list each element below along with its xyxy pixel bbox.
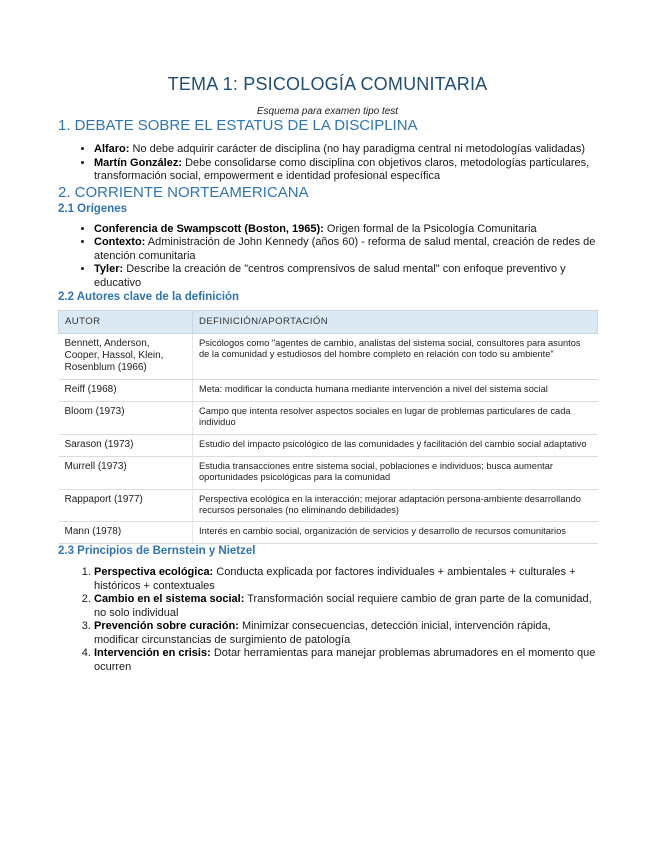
list-item [94,263,597,290]
list-item [94,593,597,620]
list-item [94,143,597,157]
document-subtitle: Esquema para examen tipo test [256,106,399,117]
table-row [59,334,598,380]
item-term: Prevención sobre curación: [94,620,239,633]
section-1-list [58,143,597,184]
item-text: Origen formal de la Psicología Comunitaria [323,222,537,235]
subsection-2-3-list [58,566,597,674]
table-row [59,380,598,402]
author-cell: Bennett, Anderson, Cooper, Hassol, Klein, Rosenblum (1966) [59,334,193,380]
author-cell: Murrell (1973) [59,456,193,489]
definition-cell: Interés en cambio social, organización de servicios y desarrollo de recursos comunitarios [193,522,598,544]
column-header-definition: DEFINICIÓN/APORTACIÓN [193,311,598,334]
table-header-row [59,311,598,334]
item-text: Describe la creación de "centros comprensivos de salud mental" con enfoque preventivo y educativo [94,263,566,289]
item-term: Intervención en crisis: [94,647,211,660]
list-item [94,566,597,593]
item-term: Alfaro: [94,143,130,155]
definition-cell: Estudia transacciones entre sistema social, poblaciones e individuos; busca aumentar oportunidades psicológicas para la comunidad [193,456,598,489]
item-text: Minimizar consecuencias, detección inicial, intervención rápida, modificar circunstancias de surgimiento de patología [94,620,551,646]
definition-cell: Meta: modificar la conducta humana mediante intervención a nivel del sistema social [193,380,598,402]
document-title: TEMA 1: PSICOLOGÍA COMUNITARIA [167,74,488,94]
definition-cell: Estudio del impacto psicológico de las comunidades y facilitación del cambio social adaptativo [193,434,598,456]
table-row [59,489,598,522]
subsection-2-3-heading: 2.3 Principios de Bernstein y Nietzel [58,545,256,558]
definition-cell: Perspectiva ecológica en la interacción; mejorar adaptación persona-ambiente desarrollando recursos personales (no eliminando debilidades) [193,489,598,522]
author-cell: Bloom (1973) [59,402,193,435]
list-item [94,620,597,647]
subsection-2-1-list [58,223,597,291]
list-item [94,157,597,184]
author-cell: Rappaport (1977) [59,489,193,522]
item-term: Martín González: [94,156,183,169]
item-text: Debe consolidarse como disciplina con objetivos claros, metodologías particulares, transformación social, empowerment e identidad profesional específica [94,156,590,182]
table-row [59,456,598,489]
subsection-2-1-heading: 2.1 Orígenes [58,202,128,215]
item-term: Conferencia de Swampscott (Boston, 1965): [94,222,324,235]
table-row [59,434,598,456]
table-row [59,522,598,544]
author-cell: Reiff (1968) [59,380,193,402]
item-term: Tyler: [94,263,124,275]
item-text: Transformación social requiere cambio de gran parte de la comunidad, no solo individual [94,593,592,619]
item-text: No debe adquirir carácter de disciplina (no hay paradigma central ni metodologías validadas) [129,143,585,155]
item-text: Administración de John Kennedy (años 60) - reforma de salud mental, creación de redes de atención comunitaria [94,236,596,262]
list-item [94,236,597,263]
item-term: Cambio en el sistema social: [94,593,245,606]
subsection-2-2-heading: 2.2 Autores clave de la definición [58,291,240,303]
authors-table [58,310,598,544]
table-row [59,402,598,435]
list-item [94,223,597,237]
section-2-heading: 2. CORRIENTE NORTEAMERICANA [58,183,309,201]
item-text: Conducta explicada por factores individuales + ambientales + culturales + históricos + contextuales [94,566,576,592]
item-term: Perspectiva ecológica: [94,566,214,579]
column-header-author: AUTOR [59,311,193,334]
list-item [94,647,597,674]
item-term: Contexto: [94,236,146,248]
item-text: Dotar herramientas para manejar problemas abrumadores en el momento que ocurren [94,647,596,673]
definition-cell: Psicólogos como "agentes de cambio, analistas del sistema social, consultores para asuntos de la comunidad y estudiosos del hombre completo en relación con todo su ambiente" [193,334,598,380]
author-cell: Sarason (1973) [59,434,193,456]
section-1-heading: 1. DEBATE SOBRE EL ESTATUS DE LA DISCIPLINA [58,117,418,134]
definition-cell: Campo que intenta resolver aspectos sociales en lugar de problemas particulares de cada individuo [193,402,598,435]
author-cell: Mann (1978) [59,522,193,544]
